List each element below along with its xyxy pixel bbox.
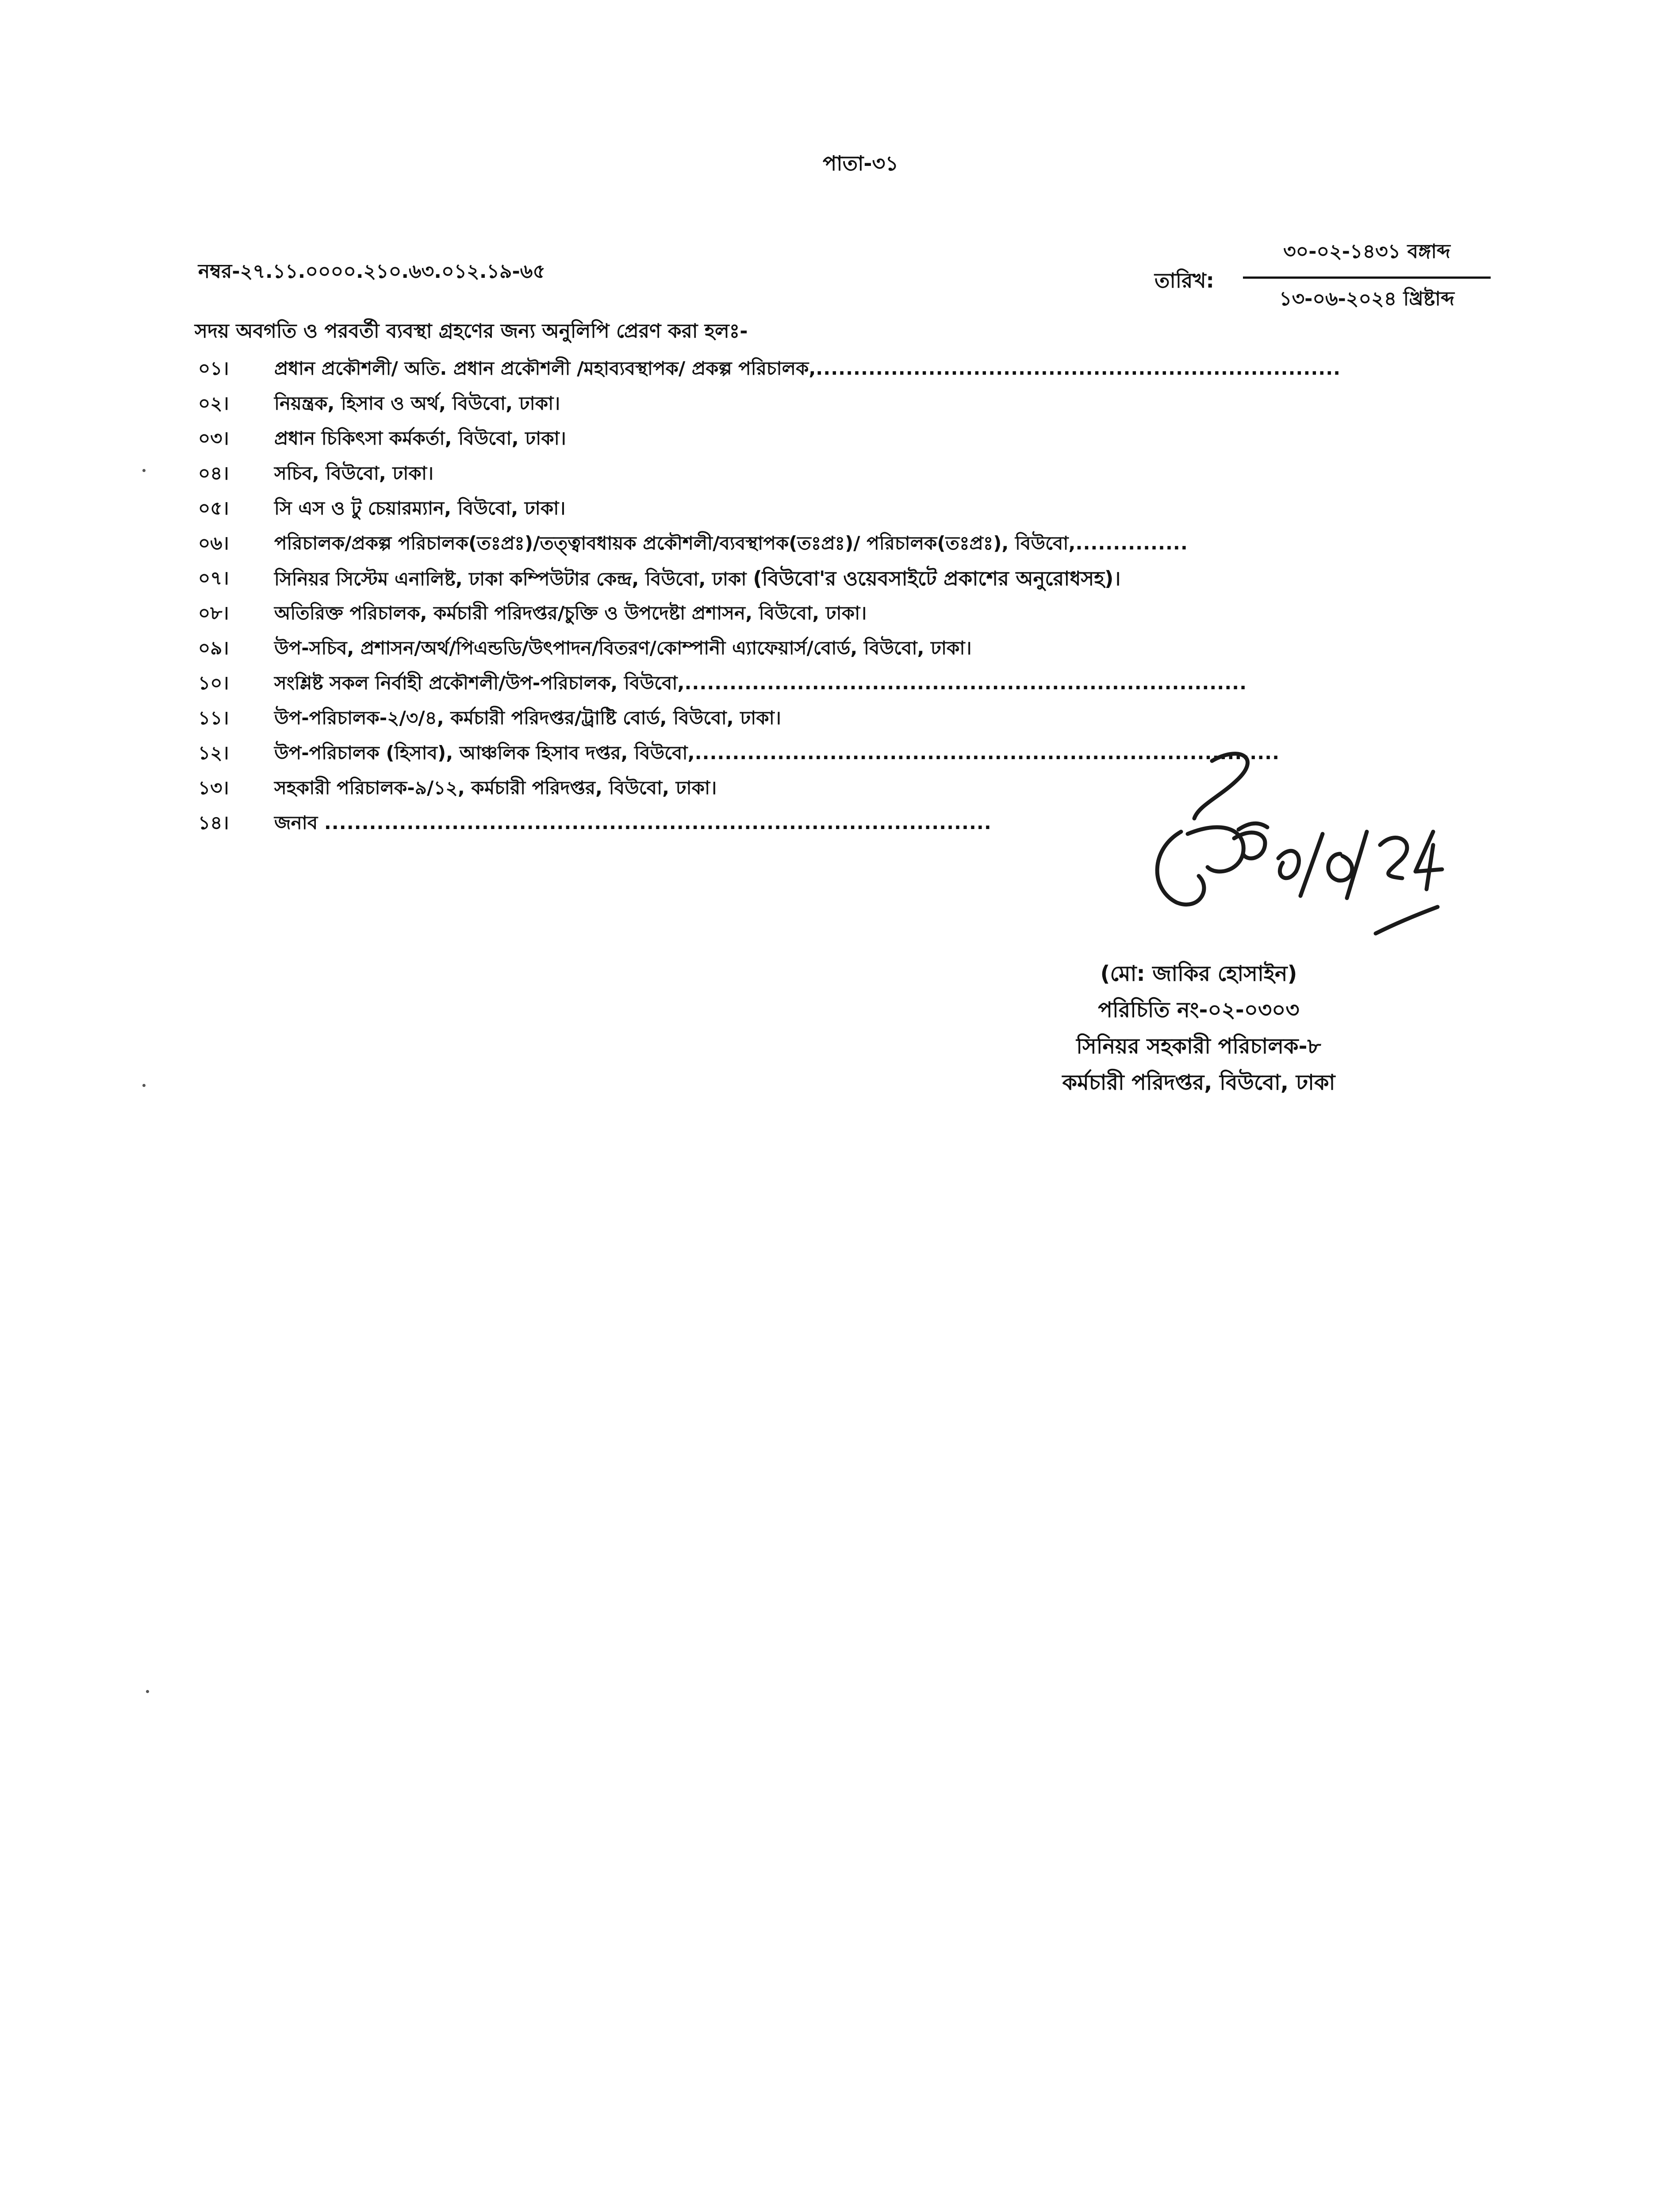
item-text: উপ-সচিব, প্রশাসন/অর্থ/পিএন্ডডি/উৎপাদন/বিতরণ/কোম্পানী এ্যাফেয়ার্স/বোর্ড, বিউবো, ঢাকা। <box>274 637 972 659</box>
scan-speck <box>142 469 146 472</box>
signatory-id: পরিচিতি নং-০২-০৩০৩ <box>1098 998 1300 1022</box>
item-text: অতিরিক্ত পরিচালক, কর্মচারী পরিদপ্তর/চুক্তি ও উপদেষ্টা প্রশাসন, বিউবো, ঢাকা। <box>274 602 867 624</box>
item-text: উপ-পরিচালক-২/৩/৪, কর্মচারী পরিদপ্তর/ট্রাষ্টি বোর্ড, বিউবো, ঢাকা। <box>274 707 781 729</box>
item-number: ০৩। <box>198 427 229 449</box>
list-item <box>198 599 1392 634</box>
item-number: ১১। <box>198 707 229 729</box>
item-text: উপ-পরিচালক (হিসাব), আঞ্চলিক হিসাব দপ্তর, বিউবো,.............................................................................. <box>274 742 1280 764</box>
date-bangla: ৩০-০২-১৪৩১ বঙ্গাব্দ <box>1283 240 1450 263</box>
list-item <box>198 424 1392 459</box>
scan-speck <box>146 1690 149 1693</box>
item-number: ০৬। <box>198 532 229 554</box>
list-item <box>198 354 1392 389</box>
list-item <box>198 529 1392 564</box>
item-text: পরিচালক/প্রকল্প পরিচালক(তঃপ্রঃ)/তত্ত্বাবধায়ক প্রকৌশলী/ব্যবস্থাপক(তঃপ্রঃ)/ পরিচালক(তঃপ্রঃ), বিউবো,............... <box>274 532 1188 554</box>
page-number: পাতা-৩১ <box>823 151 899 175</box>
item-text: নিয়ন্ত্রক, হিসাব ও অর্থ, বিউবো, ঢাকা। <box>274 392 560 414</box>
list-item <box>198 494 1392 529</box>
item-text: প্রধান প্রকৌশলী/ অতি. প্রধান প্রকৌশলী /মহাব্যবস্থাপক/ প্রকল্প পরিচালক,...................................................................... <box>274 357 1341 379</box>
item-number: ০৯। <box>198 637 229 659</box>
website-request-note: (বিউবো'র ওয়েবসাইটে প্রকাশের অনুরোধসহ)। <box>753 567 1121 590</box>
item-text: সংশ্লিষ্ট সকল নির্বাহী প্রকৌশলী/উপ-পরিচালক, বিউবো,........................................................................... <box>274 672 1247 694</box>
handwritten-signature <box>1093 743 1446 964</box>
list-item <box>198 564 1392 599</box>
date-label: তারিখ: <box>1154 269 1214 292</box>
list-item <box>198 668 1392 703</box>
signatory-block <box>1017 956 1380 1101</box>
date-gregorian: ১৩-০৬-২০২৪ খ্রিষ্টাব্দ <box>1279 288 1454 310</box>
item-text: সচিব, বিউবো, ঢাকা। <box>274 462 434 484</box>
list-item <box>198 634 1392 668</box>
item-number: ১০। <box>198 672 229 694</box>
item-text: সি এস ও টু চেয়ারম্যান, বিউবো, ঢাকা। <box>274 497 566 519</box>
item-number: ১৪। <box>198 812 229 833</box>
item-text: প্রধান চিকিৎসা কর্মকর্তা, বিউবো, ঢাকা। <box>274 427 566 449</box>
item-number: ০২। <box>198 392 229 414</box>
signatory-designation: সিনিয়র সহকারী পরিচালক-৮ <box>1076 1034 1321 1059</box>
list-item <box>198 389 1392 424</box>
scan-speck <box>142 1084 146 1087</box>
item-text: সিনিয়র সিস্টেম এনালিষ্ট, ঢাকা কম্পিউটার কেন্দ্র, বিউবো, ঢাকা (বিউবো'র ওয়েবসাইটে প্রকাশের অনুরোধসহ)। <box>274 567 1121 590</box>
item-text: জনাব ......................................................................................... <box>274 812 992 833</box>
signatory-office: কর্মচারী পরিদপ্তর, বিউবো, ঢাকা <box>1062 1070 1335 1095</box>
item-number: ০১। <box>198 357 229 379</box>
item-number: ০৪। <box>198 462 229 484</box>
item-number: ১২। <box>198 742 229 764</box>
list-item <box>198 703 1392 738</box>
date-divider <box>1243 276 1491 279</box>
list-item <box>198 459 1392 494</box>
item-number: ০৭। <box>198 567 229 589</box>
distribution-intro: সদয় অবগতি ও পরবর্তী ব্যবস্থা গ্রহণের জন্য অনুলিপি প্রেরণ করা হলঃ- <box>195 320 748 342</box>
date-block <box>1154 234 1491 310</box>
signatory-name: (মো: জাকির হোসাইন) <box>1100 961 1297 986</box>
item-number: ০৫। <box>198 497 229 519</box>
item-number: ০৮। <box>198 602 229 624</box>
item-text: সহকারী পরিচালক-৯/১২, কর্মচারী পরিদপ্তর, বিউবো, ঢাকা। <box>274 777 717 799</box>
item-number: ১৩। <box>198 777 229 799</box>
memo-number: নম্বর-২৭.১১.০০০০.২১০.৬৩.০১২.১৯-৬৫ <box>198 260 545 283</box>
